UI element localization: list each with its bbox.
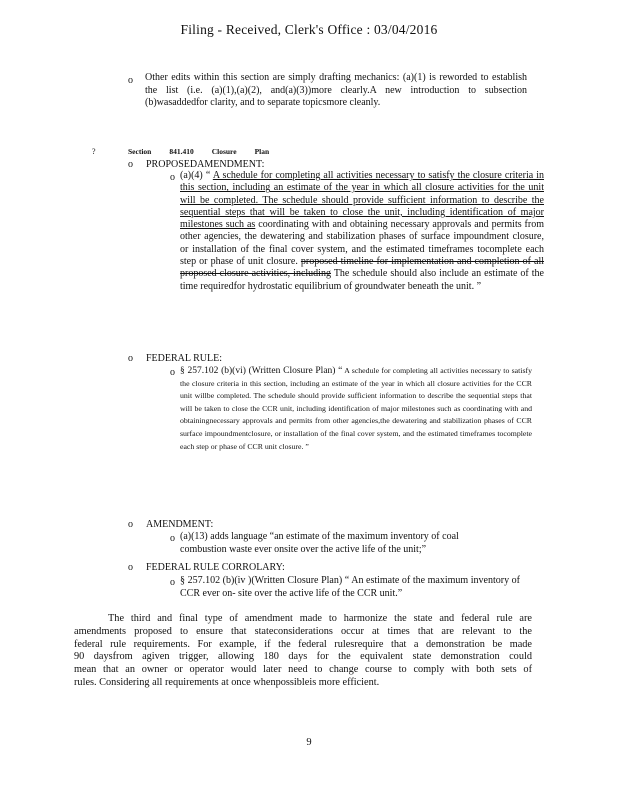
paragraph-line: amendments proposed to ensure that stateconsiderations occur at times that are relevant to the (74, 625, 532, 637)
section-label: Section (128, 147, 152, 156)
paragraph-line: mean that an owner or operator would later need to change course to comply with both sets of (74, 664, 532, 676)
bullet-marker: o (128, 75, 133, 86)
sub-bullet-marker: o (170, 533, 175, 544)
federal-rule-citation: § 257.102 (b)(vi) (Written Closure Plan) “ (180, 366, 343, 376)
section-title-2: Plan (254, 147, 270, 156)
bullet-marker: o (128, 562, 133, 573)
paragraph-line: federal rule requirements. For example, if the federal rulesrequire that a demonstration be made (74, 638, 532, 650)
paragraph-line: rules. Considering all requirements at once whenpossibleis more efficient. (74, 676, 380, 688)
filing-header: Filing - Received, Clerk's Office : 03/04/2016 (180, 22, 438, 37)
amendment-heading: AMENDMENT: (146, 519, 214, 530)
federal-rule-heading: FEDERAL RULE: (146, 353, 223, 364)
proposed-amendment-heading: PROPOSEDAMENDMENT: (146, 159, 265, 170)
bullet-marker: o (128, 159, 133, 170)
sub-bullet-marker: o (170, 172, 175, 183)
proposed-plain-text-2: The schedule should also include an estimate of the time requiredfor hydrostatic equilibrium of groundwater beneath the unit. ” (180, 268, 544, 292)
proposed-underlined-text: A schedule for completing all activities necessary to satisfy the closure criteria in this section, including an estimate of the year in which all closure activities for the unit will be completed. The schedule should provide sufficient information to describe the sequential steps that will be taken to close the unit, including identification of major milestones such as (180, 170, 545, 231)
proposed-amendment-text (180, 170, 544, 293)
sub-bullet-marker: o (170, 367, 175, 378)
proposed-prefix: (a)(4) “ (180, 170, 211, 181)
paragraph-line: The third and final type of amendment made to harmonize the state and federal rule are (108, 613, 532, 624)
sub-bullet-marker: o (170, 577, 175, 588)
section-title-1: Closure (211, 147, 237, 156)
section-marker: ? (92, 147, 96, 156)
federal-rule-text (180, 365, 532, 453)
federal-rule-body: A schedule for completing all activities necessary to satisfy the closure criteria in this section, including an estimate of the year in which all closure activities for the CCR unit willbe completed. The schedule should provide sufficient information to describe the sequential steps that will be taken to close the CCR unit, including identification of major milestones such as coordinating with and obtainingnecessary approvals and permits from other agencies,the dewatering and stabilization phases of CCR surface impoundmentclosure, or installation of the final cover system, and the estimated timeframes tocomplete each step or phase of CCR unit closure. ” (180, 366, 532, 451)
section-number: 841.410 (169, 147, 194, 156)
corollary-text: § 257.102 (b)(iv )(Written Closure Plan) “ An estimate of the maximum inventory of CCR ever on- site over the active life of the CCR unit.” (180, 575, 520, 599)
bullet-marker: o (128, 353, 133, 364)
closing-paragraph (74, 613, 532, 690)
section-heading (128, 147, 287, 156)
proposed-struck-text: proposed timeline for implementation and completion of all proposed closure activities, including (180, 256, 545, 280)
proposed-plain-text-1: coordinating with and obtaining necessary approvals and permits from other agencies, the dewatering and stabilization phases of surface impoundment closure, or installation of the final cover system, and the estimated timeframes tocomplete each step or phase of unit closure. (180, 219, 544, 268)
bullet-marker: o (128, 519, 133, 530)
corollary-heading: FEDERAL RULE CORROLARY: (146, 562, 285, 573)
page-number: 9 (306, 737, 312, 748)
other-edits-paragraph: Other edits within this section are simply drafting mechanics: (a)(1) is reworded to establish the list (i.e. (a)(1),(a)(2), and(a)(3))more clearly.A new introduction to subsection (b)wasaddedfor clarity, and to separate topicsmore cleanly. (145, 72, 527, 109)
paragraph-line: 90 daysfrom agiven trigger, allowing 180 days for the equivalent state demonstration could (74, 651, 532, 663)
amendment-text: (a)(13) adds language “an estimate of the maximum inventory of coal combustion waste ever onsite over the active life of the unit;” (180, 531, 459, 555)
